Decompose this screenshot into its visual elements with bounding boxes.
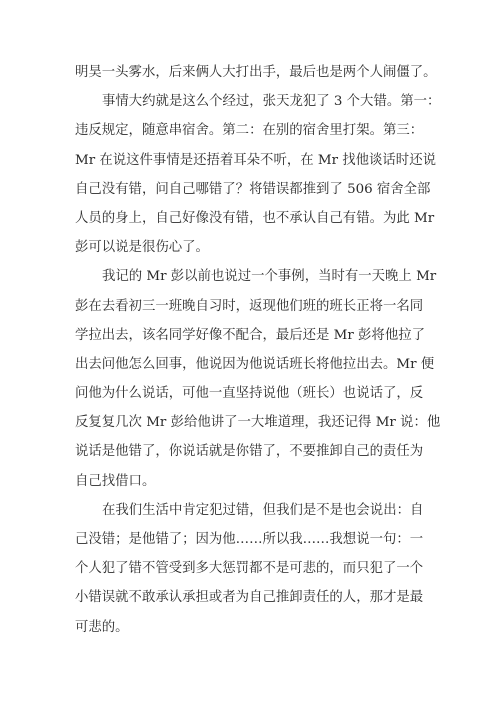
- document-body: [75, 58, 441, 642]
- text-line: 明昊一头雾水，后来俩人大打出手，最后也是两个人闹僵了。: [75, 65, 437, 80]
- text-line: 我记的 Mr 彭以前也说过一个事例，当时有一天晚上 Mr: [102, 269, 437, 285]
- text-line: 问他为什么说话，可他一直坚持说他（班长）也说话了，反: [75, 386, 424, 402]
- text-line: 说话是他错了，你说话就是你错了，不要推卸自己的责任为: [75, 444, 424, 460]
- text-line: 自己找借口。: [75, 473, 156, 489]
- paragraph-3: [75, 262, 441, 496]
- text-line: 反复复几次 Mr 彭给他讲了一大堆道理，我还记得 Mr 说：他: [75, 415, 441, 431]
- text-line: Mr 在说这件事情是还捂着耳朵不听，在 Mr 找他谈话时还说: [75, 152, 436, 168]
- text-line: 自己没有错，问自己哪错了？将错误都推到了 506 宿舍全部: [75, 181, 431, 197]
- text-line: 事情大约就是这么个经过，张天龙犯了 3 个大错。第一：: [102, 94, 441, 110]
- text-line: 彭可以说是很伤心了。: [75, 240, 209, 256]
- text-line: 出去问他怎么回事，他说因为他说话班长将他拉出去。Mr 便: [75, 356, 435, 372]
- paragraph-4: [75, 496, 427, 642]
- text-line: 己没错；是他错了；因为他……所以我……我想说一句：一: [75, 532, 424, 547]
- text-line: 人员的身上，自己好像没有错，也不承认自己有错。为此 Mr: [75, 210, 435, 226]
- text-line: 可悲的。: [75, 619, 129, 635]
- text-line: 学拉出去，该名同学好像不配合，最后还是 Mr 彭将他拉了: [75, 327, 425, 343]
- text-line: 在我们生活中肯定犯过错，但我们是不是也会说出：自: [102, 502, 424, 518]
- paragraph-1: [75, 58, 437, 87]
- paragraph-2: [75, 87, 441, 262]
- text-line: 个人犯了错不管受到多大惩罚都不是可悲的，而只犯了一个: [75, 561, 424, 577]
- text-line: 违反规定，随意串宿舍。第二：在别的宿舍里打架。第三：: [75, 123, 424, 139]
- text-line: 小错误就不敢承认承担或者为自己推卸责任的人，那才是最: [75, 590, 424, 606]
- text-line: 彭在去看初三一班晚自习时，返现他们班的班长正将一名同: [75, 298, 424, 314]
